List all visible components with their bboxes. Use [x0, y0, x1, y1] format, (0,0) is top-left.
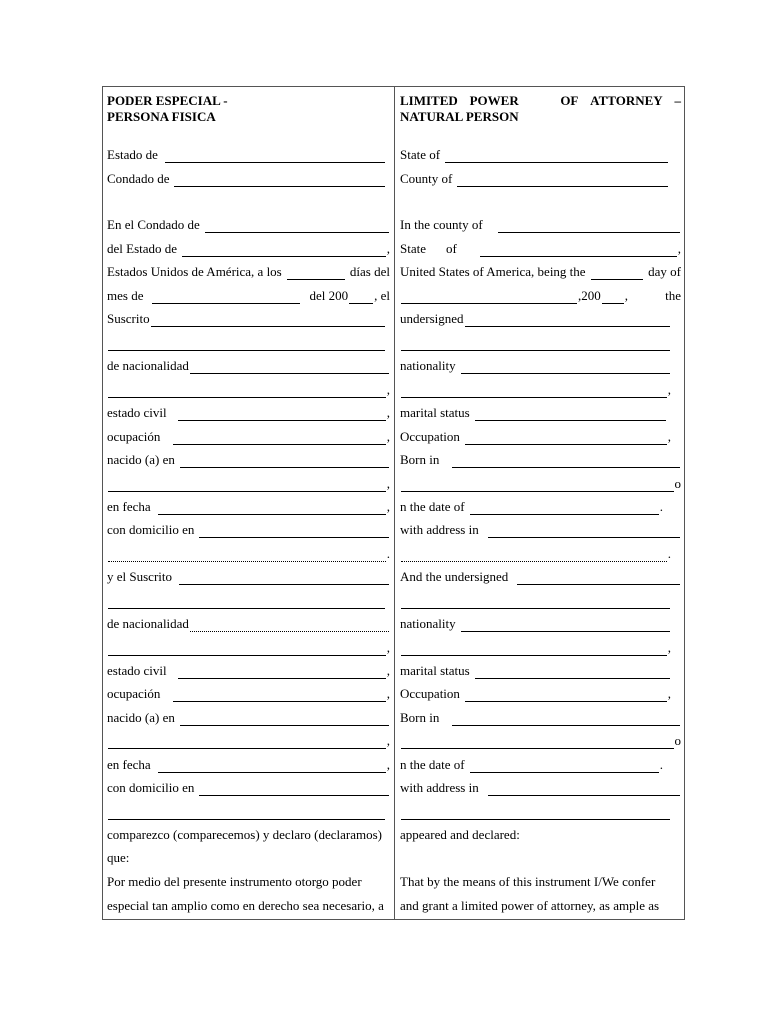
especial-line: especial tan amplio como en derecho sea necesario, a — [107, 898, 384, 913]
nationality2-row: nationality — [400, 616, 681, 632]
right-title-line2: NATURAL PERSON — [400, 109, 519, 124]
marital2-field[interactable] — [475, 666, 670, 679]
and-undersigned-row: And the undersigned — [400, 569, 681, 585]
nacionalidad2-field[interactable] — [190, 619, 389, 632]
suscrito-field[interactable] — [151, 314, 385, 327]
nacionalidad-cont-row: , — [107, 382, 390, 398]
county-field[interactable] — [457, 174, 668, 187]
date2-field[interactable] — [470, 760, 659, 773]
mes-row: mes de del 200 , el — [107, 288, 390, 303]
date-row: n the date of . — [400, 499, 663, 514]
estado-civil-field[interactable] — [178, 408, 386, 421]
en-el-condado-field[interactable] — [205, 220, 389, 233]
address2-field[interactable] — [488, 783, 680, 796]
undersigned-cont-row — [400, 335, 681, 351]
state2-field[interactable] — [480, 244, 677, 257]
occupation2-row: Occupation , — [400, 686, 671, 701]
suscrito2-field-2[interactable] — [108, 596, 385, 609]
year2-field[interactable] — [602, 291, 624, 304]
undersigned2-field-2[interactable] — [401, 596, 670, 609]
condado-de-row: Condado de — [107, 171, 390, 187]
nacido2-field[interactable] — [180, 713, 389, 726]
county-of-row: County of — [400, 171, 681, 187]
state-row: State of , — [400, 241, 681, 256]
born2-cont-row: o — [400, 733, 681, 749]
en-fecha2-row: en fecha , — [107, 757, 390, 772]
nationality2-field[interactable] — [461, 619, 670, 632]
address2-cont-row — [400, 804, 681, 820]
nacionalidad-field[interactable] — [190, 361, 389, 374]
born2-field-2[interactable] — [401, 736, 674, 749]
undersigned2-cont-row — [400, 593, 681, 609]
domicilio-field-2[interactable] — [108, 549, 386, 562]
nationality-field[interactable] — [461, 361, 670, 374]
estado-civil2-row: estado civil , — [107, 663, 390, 678]
right-title-word: OF — [560, 93, 579, 108]
right-title-word: LIMITED — [400, 93, 458, 108]
marital-status-row: marital status — [400, 405, 681, 421]
date-field[interactable] — [470, 502, 659, 515]
dias-field[interactable] — [287, 267, 345, 280]
nationality-cont-row: , — [400, 382, 681, 398]
fecha-field[interactable] — [158, 502, 386, 515]
born-field[interactable] — [452, 455, 680, 468]
nacido-cont-row: , — [107, 476, 390, 492]
born2-field[interactable] — [452, 713, 680, 726]
estado-field[interactable] — [165, 150, 385, 163]
domicilio-field[interactable] — [199, 525, 389, 538]
domicilio2-row: con domicilio en — [107, 780, 390, 796]
marital-field[interactable] — [475, 408, 666, 421]
nacido-field-2[interactable] — [108, 479, 386, 492]
address-cont-row: . — [400, 546, 681, 562]
del-estado-row: del Estado de , — [107, 241, 390, 256]
left-title-line2: PERSONA FISICA — [107, 109, 216, 124]
ocupacion2-field[interactable] — [173, 689, 385, 702]
nationality2-field-2[interactable] — [401, 643, 667, 656]
year-field[interactable] — [349, 291, 373, 304]
occupation-row: Occupation , — [400, 429, 671, 444]
undersigned-row: undersigned — [400, 311, 681, 327]
right-title-word: POWER — [469, 93, 519, 108]
address-field[interactable] — [488, 525, 680, 538]
and-grant-line: and grant a limited power of attorney, as ample as — [400, 898, 660, 913]
that-by-line: That by the means of this instrument I/We confer — [400, 874, 656, 889]
suscrito-cont-row — [107, 335, 390, 351]
occupation2-field[interactable] — [465, 689, 667, 702]
column-divider — [394, 86, 395, 920]
y-el-suscrito-row: y el Suscrito — [107, 569, 390, 585]
appeared-line: appeared and declared: — [400, 827, 520, 842]
del-estado-field[interactable] — [182, 244, 386, 257]
usa-being-row: United States of America, being the day of — [400, 264, 681, 279]
ocupacion2-row: ocupación , — [107, 686, 390, 701]
state-of-row: State of — [400, 147, 681, 163]
que-line: que: — [107, 850, 130, 865]
eua-row: Estados Unidos de América, a los días del — [107, 264, 390, 279]
suscrito-row: Suscrito — [107, 311, 390, 327]
domicilio-row: con domicilio en — [107, 522, 390, 538]
domicilio2-cont-row — [107, 804, 390, 820]
month-year-row: ,200 , the — [400, 288, 681, 304]
undersigned2-field[interactable] — [517, 572, 680, 585]
nacido2-cont-row: , — [107, 733, 390, 749]
address2-row: with address in — [400, 780, 681, 796]
por-medio-line: Por medio del presente instrumento otorgo poder — [107, 874, 362, 889]
suscrito2-cont-row — [107, 593, 390, 609]
nacido2-field-2[interactable] — [108, 736, 386, 749]
marital-status2-row: marital status — [400, 663, 681, 679]
mes-field[interactable] — [152, 291, 300, 304]
condado-field[interactable] — [174, 174, 385, 187]
ocupacion-row: ocupación , — [107, 429, 390, 444]
date2-row: n the date of . — [400, 757, 663, 772]
nationality-field-2[interactable] — [401, 385, 667, 398]
born-cont-row: o — [400, 476, 681, 492]
right-title-line1 — [400, 93, 681, 109]
occupation-field[interactable] — [465, 432, 667, 445]
born2-row: Born in — [400, 710, 681, 726]
domicilio2-field[interactable] — [199, 783, 389, 796]
nacido-field[interactable] — [180, 455, 389, 468]
nacionalidad-field-2[interactable] — [108, 385, 386, 398]
en-el-condado-row: En el Condado de — [107, 217, 390, 233]
estado-civil2-field[interactable] — [178, 666, 386, 679]
nationality-row: nationality — [400, 358, 681, 374]
nacido-row: nacido (a) en — [107, 452, 390, 468]
right-title-word: ATTORNEY — [590, 93, 663, 108]
right-title-word: – — [674, 93, 681, 108]
undersigned-field-2[interactable] — [401, 338, 670, 351]
nacionalidad2-row: de nacionalidad — [107, 616, 390, 632]
state-field[interactable] — [445, 150, 668, 163]
born-in-row: Born in — [400, 452, 681, 468]
nationality2-cont-row: , — [400, 640, 681, 656]
ocupacion-field[interactable] — [173, 432, 385, 445]
suscrito2-field[interactable] — [179, 572, 389, 585]
undersigned-field[interactable] — [465, 314, 670, 327]
fecha2-field[interactable] — [158, 760, 386, 773]
day-field[interactable] — [591, 267, 644, 280]
domicilio2-field-2[interactable] — [108, 807, 385, 820]
estado-civil-row: estado civil , — [107, 405, 390, 420]
domicilio-cont-row: . — [107, 546, 390, 562]
estado-de-row: Estado de — [107, 147, 390, 163]
address2-field-2[interactable] — [401, 807, 670, 820]
suscrito-field-2[interactable] — [108, 338, 385, 351]
address-row: with address in — [400, 522, 681, 538]
month-field[interactable] — [401, 291, 577, 304]
address-field-2[interactable] — [401, 549, 667, 562]
left-title-line1: PODER ESPECIAL - — [107, 93, 228, 108]
nacionalidad2-cont-row: , — [107, 640, 390, 656]
comparezco-line: comparezco (comparecemos) y declaro (declaramos) — [107, 827, 383, 842]
in-the-county-row: In the county of — [400, 217, 681, 233]
in-county-field[interactable] — [498, 220, 680, 233]
en-fecha-row: en fecha , — [107, 499, 390, 514]
nacionalidad-row: de nacionalidad — [107, 358, 390, 374]
nacionalidad2-field-2[interactable] — [108, 643, 386, 656]
nacido2-row: nacido (a) en — [107, 710, 390, 726]
born-field-2[interactable] — [401, 479, 674, 492]
